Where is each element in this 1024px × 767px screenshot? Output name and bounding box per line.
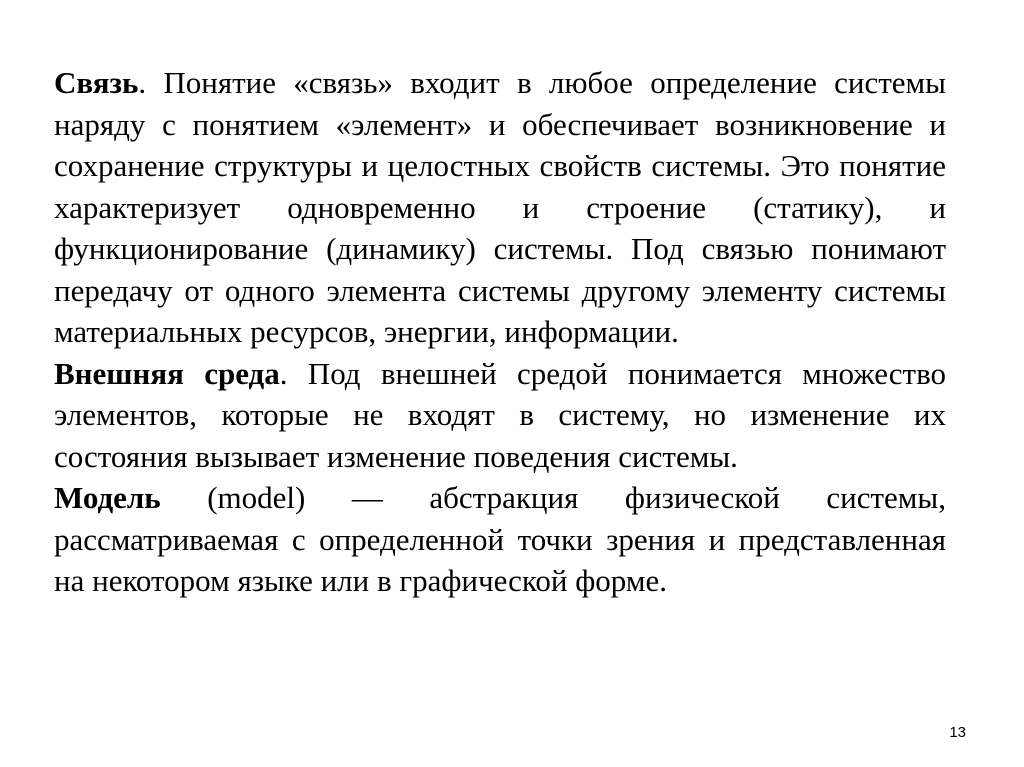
paragraph-model <box>54 477 946 602</box>
term-link: Связь <box>54 65 139 100</box>
definition-link: . Понятие «связь» входит в любое определение системы наряду с понятием «элемент» и обеспечивает возникновение и сохранение структуры и целостных свойств системы. Это понятие характеризует одновременно и строение (статику), и функционирование (динамику) системы. Под связью понимают передачу от одного элемента системы другому элементу системы материальных ресурсов, энергии, информации. <box>54 65 946 349</box>
definition-environment: . Под внешней средой понимается множество элементов, которые не входят в систему, но изменение их состояния вызывает изменение поведения системы. <box>54 355 946 474</box>
slide-body <box>54 62 946 602</box>
paragraph-environment <box>54 353 946 478</box>
definition-model: (model) — абстракция физической системы, рассматриваемая с определенной точки зрения и представленная на некотором языке или в графической форме. <box>54 480 946 598</box>
paragraph-link <box>54 62 946 353</box>
term-model: Модель <box>54 480 161 515</box>
term-environment: Внешняя среда <box>54 355 280 391</box>
page-number: 13 <box>949 724 966 741</box>
